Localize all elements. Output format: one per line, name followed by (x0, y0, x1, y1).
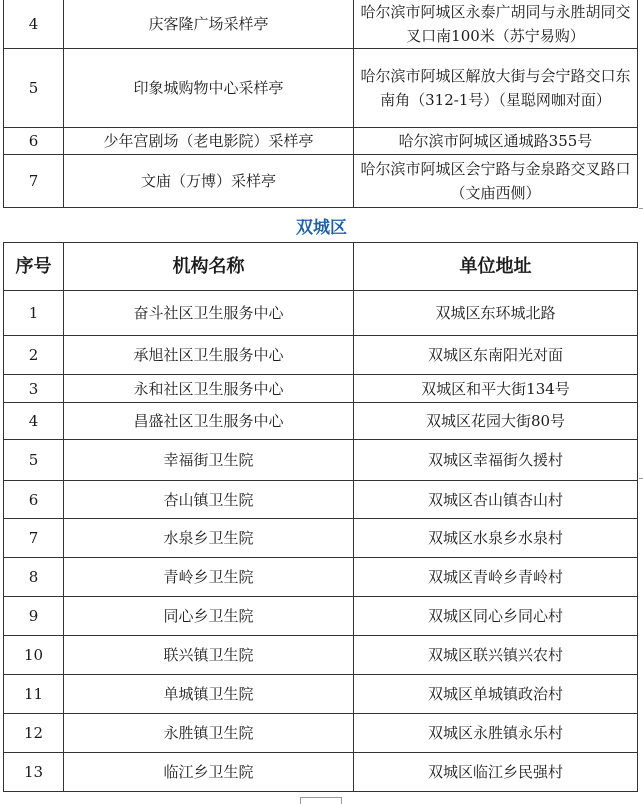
institution-address: 双城区永胜镇永乐村 (354, 714, 638, 753)
site-address: 哈尔滨市阿城区会宁路与金泉路交叉路口（文庙西侧） (354, 155, 638, 208)
header-number: 序号 (4, 243, 64, 291)
row-number: 6 (4, 128, 64, 155)
sampling-site-table (3, 0, 638, 208)
site-address: 哈尔滨市阿城区通城路355号 (354, 128, 638, 155)
site-name: 庆客隆广场采样亭 (64, 0, 354, 49)
institution-address: 双城区青岭乡青岭村 (354, 558, 638, 597)
row-number: 4 (4, 0, 64, 49)
table-row (4, 558, 638, 597)
institution-address: 双城区杏山镇杏山村 (354, 481, 638, 519)
institution-table (3, 242, 638, 792)
institution-name: 昌盛社区卫生服务中心 (64, 403, 354, 440)
row-number: 13 (4, 753, 64, 792)
row-number: 2 (4, 336, 64, 375)
table-row (4, 49, 638, 128)
header-name: 机构名称 (64, 243, 354, 291)
institution-name: 青岭乡卫生院 (64, 558, 354, 597)
institution-address: 双城区花园大街80号 (354, 403, 638, 440)
row-number: 5 (4, 49, 64, 128)
table-row (4, 375, 638, 403)
table-row (4, 128, 638, 155)
district-heading: 双城区 (296, 218, 347, 238)
table-row (4, 155, 638, 208)
institution-address: 双城区同心乡同心村 (354, 597, 638, 636)
table-row (4, 519, 638, 558)
institution-name: 同心乡卫生院 (64, 597, 354, 636)
institution-name: 永和社区卫生服务中心 (64, 375, 354, 403)
institution-name: 联兴镇卫生院 (64, 636, 354, 675)
institution-name: 永胜镇卫生院 (64, 714, 354, 753)
institution-name: 奋斗社区卫生服务中心 (64, 291, 354, 336)
table-row (4, 0, 638, 49)
row-number: 9 (4, 597, 64, 636)
row-number: 10 (4, 636, 64, 675)
institution-address: 双城区东环城北路 (354, 291, 638, 336)
site-name: 文庙（万博）采样亭 (64, 155, 354, 208)
table-header-row (4, 243, 638, 291)
site-name: 少年宫剧场（老电影院）采样亭 (64, 128, 354, 155)
institution-address: 双城区水泉乡水泉村 (354, 519, 638, 558)
site-name: 印象城购物中心采样亭 (64, 49, 354, 128)
row-number: 7 (4, 155, 64, 208)
table-row (4, 481, 638, 519)
institution-name: 单城镇卫生院 (64, 675, 354, 714)
row-number: 11 (4, 675, 64, 714)
table-row (4, 675, 638, 714)
header-address: 单位地址 (354, 243, 638, 291)
row-number: 3 (4, 375, 64, 403)
row-number: 12 (4, 714, 64, 753)
row-number: 5 (4, 440, 64, 481)
page-edge-tick (639, 478, 643, 479)
table-row (4, 403, 638, 440)
site-address: 哈尔滨市阿城区永泰广胡同与永胜胡同交叉口南100米（苏宁易购） (354, 0, 638, 49)
row-number: 8 (4, 558, 64, 597)
institution-address: 双城区单城镇政治村 (354, 675, 638, 714)
institution-name: 杏山镇卫生院 (64, 481, 354, 519)
table-row (4, 714, 638, 753)
institution-name: 承旭社区卫生服务中心 (64, 336, 354, 375)
institution-address: 双城区临江乡民强村 (354, 753, 638, 792)
row-number: 1 (4, 291, 64, 336)
institution-address: 双城区东南阳光对面 (354, 336, 638, 375)
table-row (4, 440, 638, 481)
site-address: 哈尔滨市阿城区解放大街与会宁路交口东南角（312-1号）（星聪网咖对面） (354, 49, 638, 128)
institution-name: 临江乡卫生院 (64, 753, 354, 792)
page-edge-tick (639, 208, 643, 209)
table-row (4, 336, 638, 375)
row-number: 7 (4, 519, 64, 558)
row-number: 6 (4, 481, 64, 519)
table-row (4, 291, 638, 336)
table-row (4, 636, 638, 675)
table-row (4, 753, 638, 792)
institution-name: 幸福街卫生院 (64, 440, 354, 481)
institution-address: 双城区联兴镇兴农村 (354, 636, 638, 675)
row-number: 4 (4, 403, 64, 440)
institution-address: 双城区和平大街134号 (354, 375, 638, 403)
institution-address: 双城区幸福街久援村 (354, 440, 638, 481)
table-row (4, 597, 638, 636)
institution-name: 水泉乡卫生院 (64, 519, 354, 558)
